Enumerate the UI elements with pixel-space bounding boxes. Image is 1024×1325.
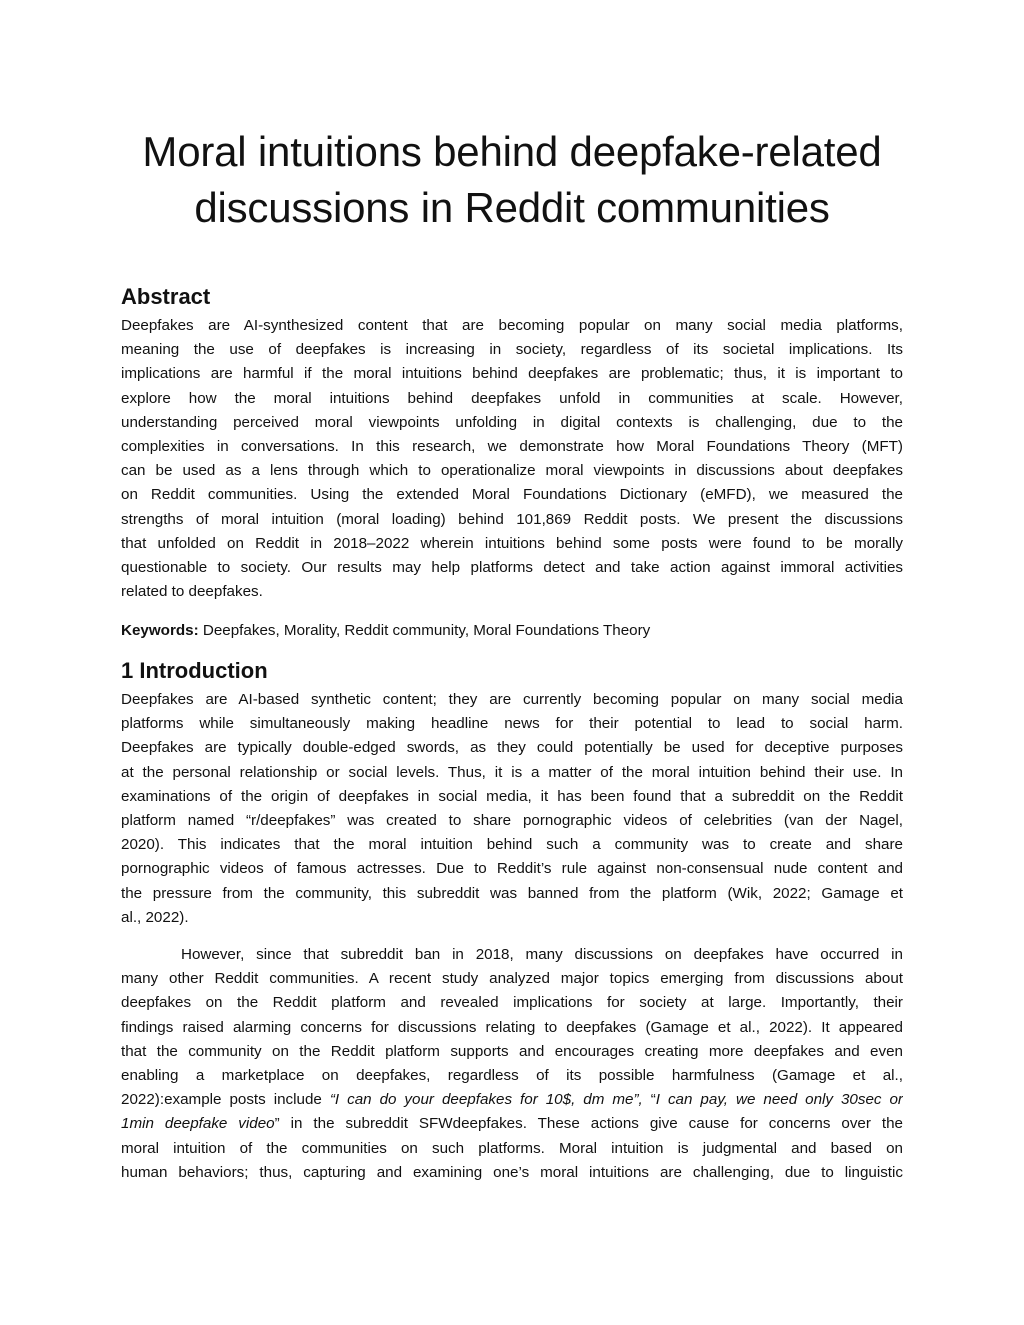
intro-line: at the personal relationship or social levels. Thus, it is a matter of the moral intuition behind their use. In — [121, 763, 903, 781]
intro-line: deepfakes on the Reddit platform and revealed implications for society at large. Importantly, their — [121, 994, 903, 1012]
intro-line: Deepfakes are typically double-edged swords, as they could potentially be used for deceptive purposes — [121, 739, 903, 757]
keywords-label: Keywords: — [121, 622, 199, 639]
intro-line: 2020). This indicates that the moral intuition behind such a community was to create and share — [121, 836, 903, 854]
abstract-line: on Reddit communities. Using the extended Moral Foundations Dictionary (eMFD), we measured the — [121, 486, 903, 504]
abstract-line: that unfolded on Reddit in 2018–2022 wherein intuitions behind some posts were found to be morally — [121, 534, 903, 552]
paper-title — [111, 124, 913, 236]
abstract-line: implications are harmful if the moral intuitions behind deepfakes are problematic; thus, it is important to — [121, 365, 903, 383]
intro-line: examinations of the origin of deepfakes in social media, it has been found that a subreddit on the Reddit — [121, 787, 903, 805]
example-post-quote-2-end: 1min deepfake video — [121, 1115, 275, 1133]
intro-line: moral intuition of the communities on such platforms. Moral intuition is judgmental and based on — [121, 1139, 903, 1157]
quote-lead-in: 2022):example posts include — [121, 1091, 330, 1109]
abstract-line: Deepfakes are AI-synthesized content that are becoming popular on many social media platforms, — [121, 317, 903, 334]
quote-separator: “ — [642, 1091, 656, 1109]
intro-line: that the community on the Reddit platform supports and encourages creating more deepfakes and even — [121, 1042, 903, 1060]
intro-line-with-quotes — [121, 1112, 903, 1136]
introduction-heading: 1 Introduction — [121, 658, 268, 683]
intro-line: pornographic videos of famous actresses. Due to Reddit’s rule against non-consensual nude content and — [121, 860, 903, 878]
abstract-heading: Abstract — [121, 284, 211, 309]
example-post-quote-2-start: I can pay, we need only 30sec or — [655, 1091, 903, 1109]
title-line-1: Moral intuitions behind deepfake-related — [142, 128, 882, 175]
abstract-line: related to deepfakes. — [121, 583, 263, 601]
intro-line: enabling a marketplace on deepfakes, regardless of its possible harmfulness (Gamage et al., — [121, 1066, 903, 1084]
abstract-paragraph — [121, 314, 903, 604]
intro-line: the pressure from the community, this subreddit was banned from the platform (Wik, 2022; Gamage et — [121, 884, 903, 902]
abstract-line: meaning the use of deepfakes is increasing in society, regardless of its societal implications. Its — [121, 341, 903, 359]
intro-line: al., 2022). — [121, 908, 189, 926]
quote-follow-text: ” in the subreddit SFWdeepfakes. These actions give cause for concerns over the — [274, 1115, 903, 1133]
abstract-line: complexities in conversations. In this research, we demonstrate how Moral Foundations Theory (MFT) — [121, 437, 903, 455]
abstract-line: strengths of moral intuition (moral loading) behind 101,869 Reddit posts. We present the discussions — [121, 510, 903, 528]
abstract-line: can be used as a lens through which to operationalize moral viewpoints in discussions about deepfakes — [121, 462, 903, 480]
intro-line: platforms while simultaneously making headline news for their potential to lead to social harm. — [121, 715, 903, 733]
intro-paragraph-1 — [121, 688, 903, 930]
intro-line-with-quotes — [121, 1088, 903, 1112]
intro-line: Deepfakes are AI-based synthetic content; they are currently becoming popular on many social media — [121, 691, 903, 708]
intro-line: findings raised alarming concerns for discussions relating to deepfakes (Gamage et al., 2022). It appeared — [121, 1018, 903, 1036]
example-post-quote-1: “I can do your deepfakes for 10$, dm me”, — [329, 1091, 643, 1109]
keywords — [121, 620, 650, 642]
abstract-line: questionable to society. Our results may help platforms detect and take action against immoral activities — [121, 558, 903, 576]
intro-line: platform named “r/deepfakes” was created to share pornographic videos of celebrities (van der Nagel, — [121, 811, 903, 829]
abstract-line: explore how the moral intuitions behind deepfakes unfold in communities at scale. However, — [121, 389, 903, 407]
title-line-2: discussions in Reddit communities — [194, 184, 830, 231]
intro-line: human behaviors; thus, capturing and examining one’s moral intuitions are challenging, due to linguistic — [121, 1163, 903, 1181]
abstract-line: understanding perceived moral viewpoints unfolding in digital contexts is challenging, due to the — [121, 413, 903, 431]
intro-line: However, since that subreddit ban in 2018, many discussions on deepfakes have occurred in — [181, 946, 903, 963]
intro-line: many other Reddit communities. A recent study analyzed major topics emerging from discussions about — [121, 970, 903, 988]
keywords-text: Deepfakes, Morality, Reddit community, Moral Foundations Theory — [198, 622, 651, 639]
intro-paragraph-2 — [121, 943, 903, 1185]
